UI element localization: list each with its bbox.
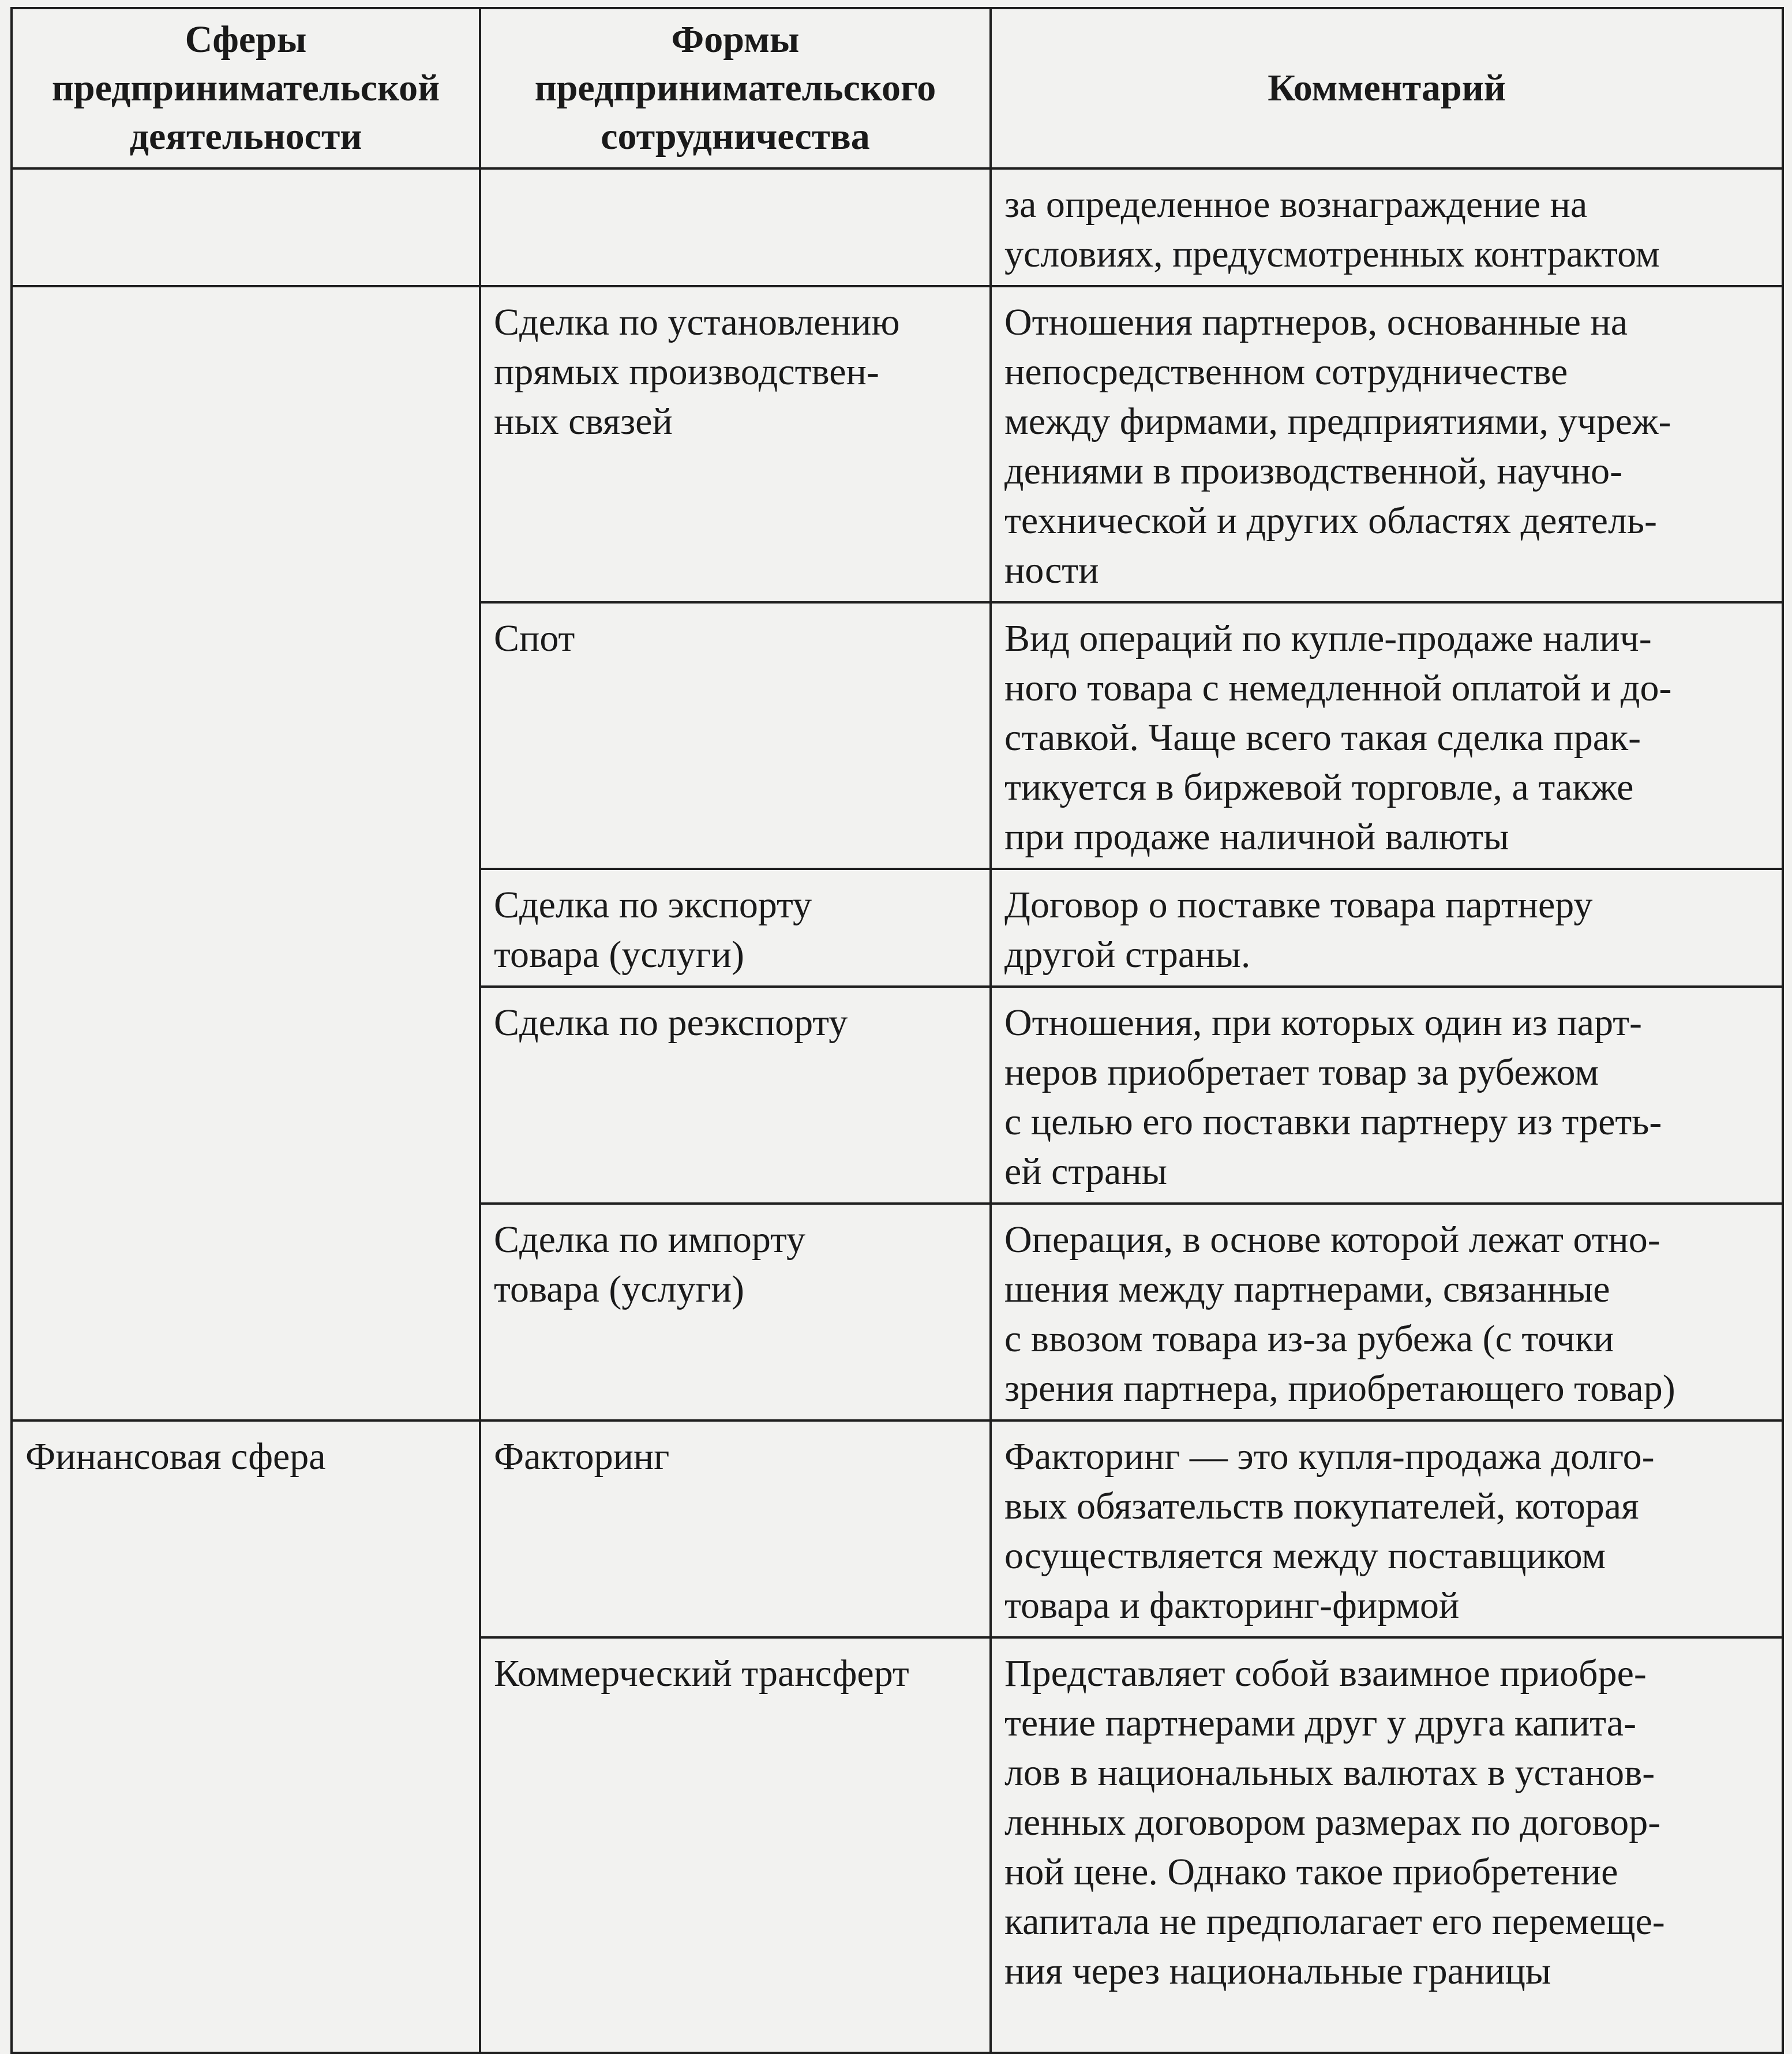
header-form-line: сотрудничества	[601, 115, 870, 158]
comment-line: ленных договором размерах по договор-	[1004, 1801, 1661, 1843]
comment-line: технической и других областях деятель-	[1004, 500, 1657, 542]
form-cell	[480, 869, 991, 987]
comment-line: другой страны.	[1004, 934, 1251, 976]
comment-line: тение партнерами друг у друга капита-	[1004, 1702, 1637, 1744]
form-line: товара (услуги)	[494, 1268, 744, 1310]
comment-line: Отношения, при которых один из парт-	[1004, 1002, 1643, 1044]
comment-line: шения между партнерами, связанные	[1004, 1268, 1610, 1310]
form-cell	[480, 1204, 991, 1420]
comment-line: ного товара с немедленной оплатой и до-	[1004, 667, 1672, 709]
comment-line: условиях, предусмотренных контрактом	[1004, 233, 1660, 275]
form-cell	[480, 286, 991, 602]
comment-line: Операция, в основе которой лежат отно-	[1004, 1219, 1660, 1261]
header-sphere	[12, 8, 480, 168]
comment-line: непосредственном сотрудничестве	[1004, 351, 1568, 393]
comment-cell	[991, 286, 1783, 602]
scanned-table-page	[10, 7, 1782, 1992]
comment-cell	[991, 168, 1783, 286]
comment-line: Факторинг — это купля-продажа долго-	[1004, 1435, 1655, 1478]
header-form-line: предпринимательского	[534, 67, 936, 109]
header-form-line: Формы	[671, 18, 800, 61]
comment-cell	[991, 1204, 1783, 1420]
comment-line: Представляет собой взаимное приобре-	[1004, 1652, 1647, 1695]
sphere-cell	[12, 1420, 480, 2053]
form-line: Спот	[494, 617, 575, 659]
comment-line: ния через национальные границы	[1004, 1950, 1551, 1992]
header-sphere-line: Сферы	[185, 18, 307, 61]
sphere-label: Финансовая сфера	[25, 1435, 326, 1478]
comment-line: за определенное вознаграждение на	[1004, 183, 1588, 226]
comment-line: ной цене. Однако такое приобретение	[1004, 1851, 1618, 1893]
comment-cell	[991, 1420, 1783, 1637]
form-line: Сделка по установлению	[494, 301, 900, 343]
comment-line: ей страны	[1004, 1150, 1168, 1193]
form-line: ных связей	[494, 400, 673, 443]
form-line: прямых производствен-	[494, 351, 879, 393]
form-line: товара (услуги)	[494, 934, 744, 976]
comment-line: вых обязательств покупателей, которая	[1004, 1485, 1639, 1527]
form-line: Коммерческий трансферт	[494, 1652, 909, 1695]
form-line: Сделка по импорту	[494, 1219, 806, 1261]
comment-line: зрения партнера, приобретающего товар)	[1004, 1367, 1675, 1410]
comment-line: ставкой. Чаще всего такая сделка прак-	[1004, 717, 1641, 759]
comment-line: ности	[1004, 549, 1099, 591]
form-line: Сделка по реэкспорту	[494, 1002, 848, 1044]
comment-cell	[991, 602, 1783, 869]
cooperation-forms-table	[10, 7, 1784, 2054]
comment-cell	[991, 869, 1783, 987]
comment-line: дениями в производственной, научно-	[1004, 450, 1623, 492]
form-cell	[480, 168, 991, 286]
comment-line: между фирмами, предприятиями, учреж-	[1004, 400, 1671, 443]
comment-line: неров приобретает товар за рубежом	[1004, 1051, 1599, 1093]
comment-line: тикуется в биржевой торговле, а также	[1004, 766, 1634, 808]
comment-cell	[991, 987, 1783, 1204]
header-sphere-line: предпринимательской	[51, 67, 440, 109]
table-row	[12, 1420, 1783, 1637]
form-cell	[480, 602, 991, 869]
comment-line: осуществляется между поставщиком	[1004, 1535, 1606, 1577]
form-cell	[480, 1637, 991, 2053]
comment-line: Вид операций по купле-продаже налич-	[1004, 617, 1652, 659]
form-line: Факторинг	[494, 1435, 670, 1478]
table-row	[12, 168, 1783, 286]
header-comment-line: Комментарий	[1268, 67, 1506, 109]
comment-line: товара и факторинг-фирмой	[1004, 1584, 1460, 1626]
comment-line: с ввозом товара из-за рубежа (с точки	[1004, 1318, 1614, 1360]
form-line: Сделка по экспорту	[494, 884, 812, 926]
comment-line: при продаже наличной валюты	[1004, 816, 1509, 858]
comment-line: Отношения партнеров, основанные на	[1004, 301, 1628, 343]
sphere-cell	[12, 168, 480, 286]
header-form	[480, 8, 991, 168]
sphere-cell	[12, 286, 480, 1420]
comment-line: лов в национальных валютах в установ-	[1004, 1752, 1655, 1794]
header-comment	[991, 8, 1783, 168]
table-header-row	[12, 8, 1783, 168]
comment-line: с целью его поставки партнеру из треть-	[1004, 1101, 1662, 1143]
comment-line: Договор о поставке товара партнеру	[1004, 884, 1593, 926]
table-row	[12, 286, 1783, 602]
comment-line: капитала не предполагает его перемеще-	[1004, 1901, 1665, 1943]
form-cell	[480, 987, 991, 1204]
header-sphere-line: деятельности	[129, 115, 362, 158]
form-cell	[480, 1420, 991, 1637]
comment-cell	[991, 1637, 1783, 2053]
